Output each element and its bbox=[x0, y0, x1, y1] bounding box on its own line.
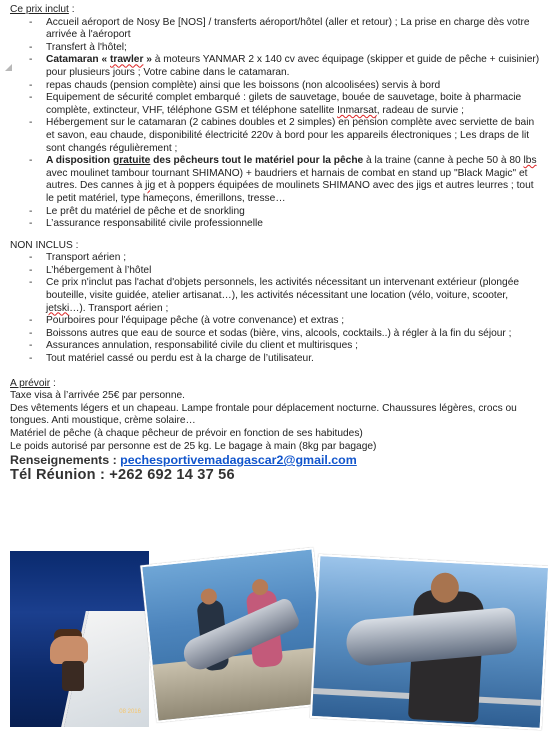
list-item: - L’hébergement à l’hôtel bbox=[10, 265, 540, 278]
photo-man-holding-fish bbox=[310, 554, 548, 730]
plan-line: Des vêtements légers et un chapeau. Lampe frontale pour déplacement nocturne. Chaussures légères, crocs ou tongues. Anti moustique, crème solaire… bbox=[10, 402, 517, 427]
list-item: - Transport aérien ; bbox=[10, 252, 540, 265]
document-body bbox=[10, 4, 540, 481]
list-item: - repas chauds (pension complète) ainsi que les boissons (non alcoolisées) servis à bord bbox=[10, 80, 540, 93]
list-item: - Ce prix n'inclut pas l'achat d'objets personnels, les activités nécessitant un intervenant extérieur (plongée bouteille, visite guidée, atelier artisanat…), les activités nécessitant une location (vélo, voiture, scooter, jetski…). Transport aérien ; bbox=[10, 277, 540, 315]
email-link[interactable]: pechesportivemadagascar2@gmail.com bbox=[120, 453, 357, 468]
list-item: - Equipement de sécurité complet embarqué : gilets de sauvetage, bouée de sauvetage, boite à pharmacie complète, extincteur, VHF, téléphone GSM et téléphone satellite Inmarsat, radeau de survie ; bbox=[10, 92, 540, 117]
photo-anglers-with-tuna bbox=[140, 547, 330, 722]
phone-number: Tél Réunion : +262 692 14 37 56 bbox=[10, 466, 235, 483]
contact-line bbox=[10, 454, 540, 467]
photo-woman-on-boat bbox=[10, 551, 149, 727]
plan-line: Le poids autorisé par personne est de 25 kg. Le bagage à main (8kg par bagage) bbox=[10, 440, 377, 452]
list-item: - Pourboires pour l'équipage pêche (à votre convenance) et extras ; bbox=[10, 315, 540, 328]
excluded-list bbox=[10, 252, 540, 365]
list-item: - A disposition gratuite des pêcheurs tout le matériel pour la pêche à la traine (canne à peche 50 à 80 lbs avec moulinet tambour tournant SHIMANO) + baudriers et harnais de combat en stand up "Black Magic" et autres. Des cannes à jig et à poppers équipées de moulinets SHIMANO avec des jigs et autres leurres ; tout le petit matériel, type hameçons, émerillons, tresse… bbox=[10, 155, 540, 205]
plan-line: Matériel de pêche (à chaque pêcheur de prévoir en fonction de ses habitudes) bbox=[10, 428, 363, 439]
list-item: - Tout matériel cassé ou perdu est à la charge de l’utilisateur. bbox=[10, 353, 540, 366]
list-item: - L’assurance responsabilité civile professionnelle bbox=[10, 218, 540, 231]
list-item: - Assurances annulation, responsabilité civile du client et multirisques ; bbox=[10, 340, 540, 353]
photo-date-stamp: 08 2016 bbox=[119, 709, 141, 715]
included-list bbox=[10, 17, 540, 231]
contact-label: Renseignements : bbox=[10, 453, 121, 468]
included-heading: Ce prix inclut : bbox=[10, 4, 75, 15]
list-item: - Accueil aéroport de Nosy Be [NOS] / transferts aéroport/hôtel (aller et retour) ; La prise en charge dès votre arrivée à l'aéroport bbox=[10, 17, 540, 42]
list-item: - Hébergement sur le catamaran (2 cabines doubles et 2 simples) en pension complète avec serviette de bain et savon, eau chaude, disponibilité électricité 220v à bord pour les appareils électroniques ; Les draps de lit sont changés régulièrement ; bbox=[10, 117, 540, 155]
plan-heading: A prévoir : bbox=[10, 377, 56, 389]
list-item: - Le prêt du matériel de pêche et de snorkling bbox=[10, 206, 540, 219]
list-item: - Transfert à l'hôtel; bbox=[10, 42, 540, 55]
excluded-heading: NON INCLUS : bbox=[10, 239, 79, 251]
plan-line: Taxe visa à l’arrivée 25€ par personne. bbox=[10, 390, 185, 402]
list-item: - Boissons autres que eau de source et sodas (bière, vins, alcools, cocktails..) à régler à la fin du séjour ; bbox=[10, 328, 540, 341]
list-item: - Catamaran « trawler » à moteurs YANMAR 2 x 140 cv avec équipage (skipper et guide de pêche + cuisinier) pour plusieurs jours ; Votre cabine dans le catamaran. bbox=[10, 54, 540, 79]
